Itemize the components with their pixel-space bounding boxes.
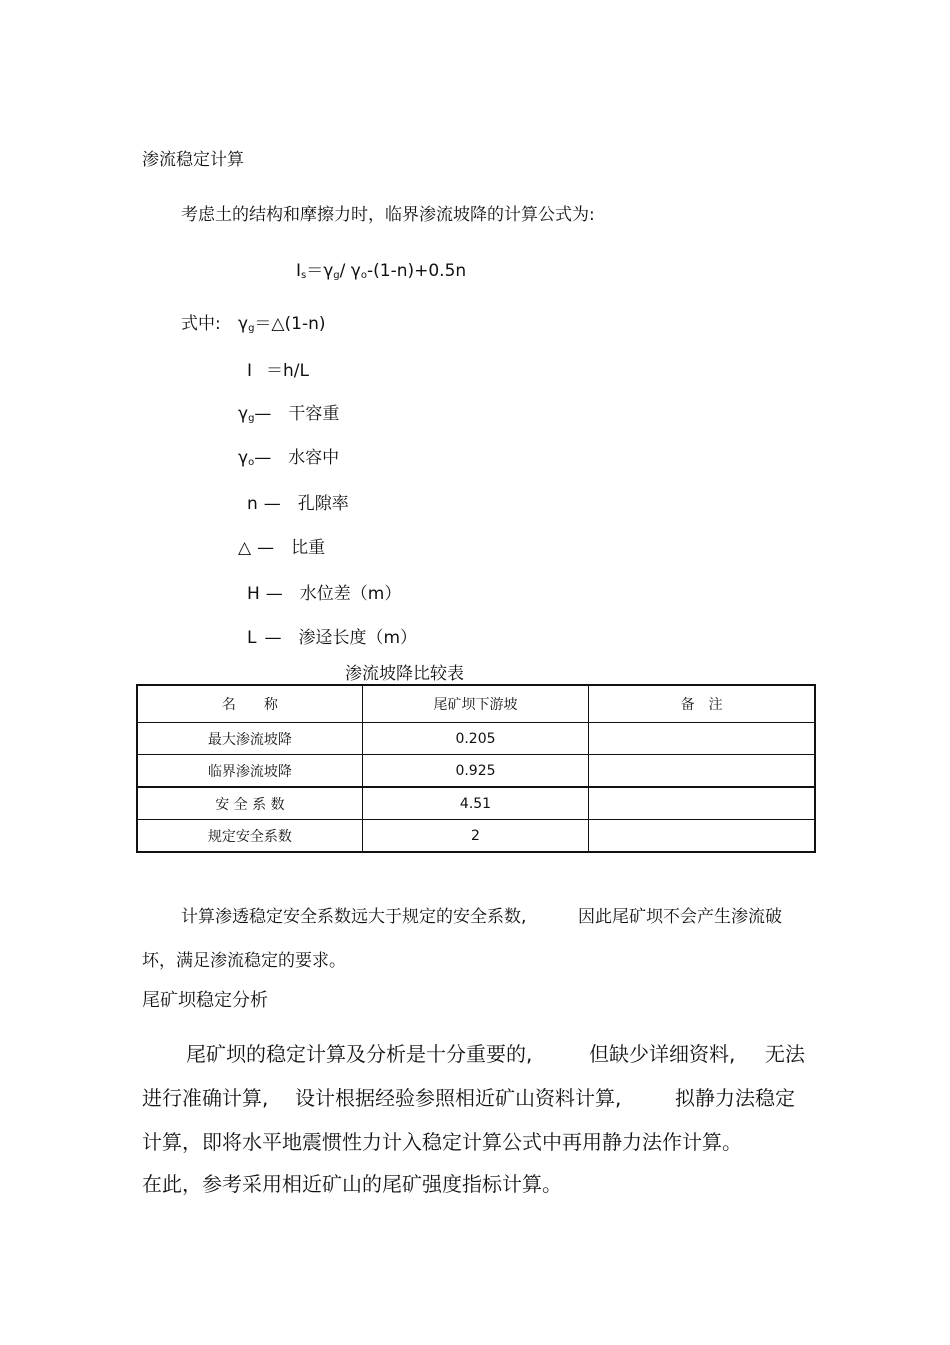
seepage-gradient-table [136, 684, 816, 853]
def-symbol: △ [238, 538, 252, 558]
intro-text: 考虑土的结构和摩擦力时，临界渗流坡降的计算公式为: [181, 205, 595, 225]
paragraph-line-2c: 拟静力法稳定 [675, 1086, 795, 1110]
table-cell: 规定安全系数 [137, 820, 362, 853]
def-row [238, 533, 325, 558]
formula-eq: ＝γ [306, 261, 334, 281]
def-symbol: L [247, 628, 257, 648]
def-row [247, 356, 309, 381]
table-row [137, 755, 815, 788]
critical-gradient-formula [296, 256, 466, 281]
table-cell: 安 全 系 数 [137, 787, 362, 820]
paragraph-line-1b: 但缺少详细资料, [589, 1042, 736, 1066]
header-name: 名 称 [137, 685, 362, 723]
header-downstream-slope: 尾矿坝下游坡 [362, 685, 588, 723]
table-cell: 0.205 [362, 723, 588, 755]
def-symbol: I [247, 361, 253, 381]
conclusion-line-1a: 计算渗透稳定安全系数远大于规定的安全系数, [181, 907, 527, 927]
def-symbol: H [247, 584, 260, 604]
table-cell [589, 755, 815, 788]
def-symbol: γ [238, 314, 249, 334]
table-row [137, 787, 815, 820]
def-text: — 水容中 [254, 448, 340, 468]
def-text: — 孔隙率 [263, 494, 349, 514]
def-text: ＝h/L [266, 361, 309, 381]
table-row [137, 723, 815, 755]
def-row [247, 623, 417, 648]
table-cell: 2 [362, 820, 588, 853]
header-remarks: 备 注 [589, 685, 815, 723]
paragraph-line-4: 在此，参考采用相近矿山的尾矿强度指标计算。 [142, 1172, 562, 1196]
def-row [238, 443, 339, 468]
def-text: — 干容重 [254, 404, 340, 424]
formula-o-sub: o [360, 270, 367, 281]
def-row [247, 579, 401, 604]
table-cell: 4.51 [362, 787, 588, 820]
def-text: — 水位差（m） [265, 584, 402, 604]
def-symbol-sub: g [248, 323, 255, 334]
formula-lhs-sub: s [301, 270, 307, 281]
conclusion-line-1b: 因此尾矿坝不会产生渗流破 [578, 907, 782, 927]
table-cell: 临界渗流坡降 [137, 755, 362, 788]
where-label: 式中: [181, 314, 221, 334]
section-title-seepage: 渗流稳定计算 [142, 150, 244, 170]
paragraph-line-1c: 无法 [765, 1042, 805, 1066]
formula-g-sub: g [333, 270, 340, 281]
def-row [238, 399, 339, 424]
def-symbol-sub: g [248, 413, 255, 424]
table-row [137, 820, 815, 853]
paragraph-line-2a: 进行准确计算, [142, 1086, 269, 1110]
paragraph-line-3: 计算，即将水平地震惯性力计入稳定计算公式中再用静力法作计算。 [142, 1130, 742, 1154]
def-symbol: γ [238, 404, 249, 424]
paragraph-line-2b: 设计根据经验参照相近矿山资料计算, [295, 1086, 622, 1110]
def-symbol: n [247, 494, 258, 514]
table-cell [589, 820, 815, 853]
formula-rhs: -(1-n)+0.5n [366, 261, 467, 281]
table-header-row [137, 685, 815, 723]
table-caption: 渗流坡降比较表 [345, 664, 464, 684]
table-cell [589, 723, 815, 755]
section-title-dam-stability: 尾矿坝稳定分析 [142, 990, 268, 1011]
def-row [238, 309, 326, 334]
def-row [247, 489, 349, 514]
def-text: — 比重 [257, 538, 326, 558]
def-text: ＝△(1-n) [254, 314, 326, 334]
conclusion-line-2: 坏，满足渗流稳定的要求。 [142, 951, 346, 971]
table-cell [589, 787, 815, 820]
def-symbol: γ [238, 448, 249, 468]
paragraph-line-1a: 尾矿坝的稳定计算及分析是十分重要的, [186, 1042, 533, 1066]
def-text: — 渗迳长度（m） [264, 628, 418, 648]
formula-lhs: I [296, 261, 302, 281]
table-cell: 0.925 [362, 755, 588, 788]
def-symbol-sub: o [248, 457, 255, 468]
formula-mid: / γ [339, 261, 361, 281]
table-cell: 最大渗流坡降 [137, 723, 362, 755]
